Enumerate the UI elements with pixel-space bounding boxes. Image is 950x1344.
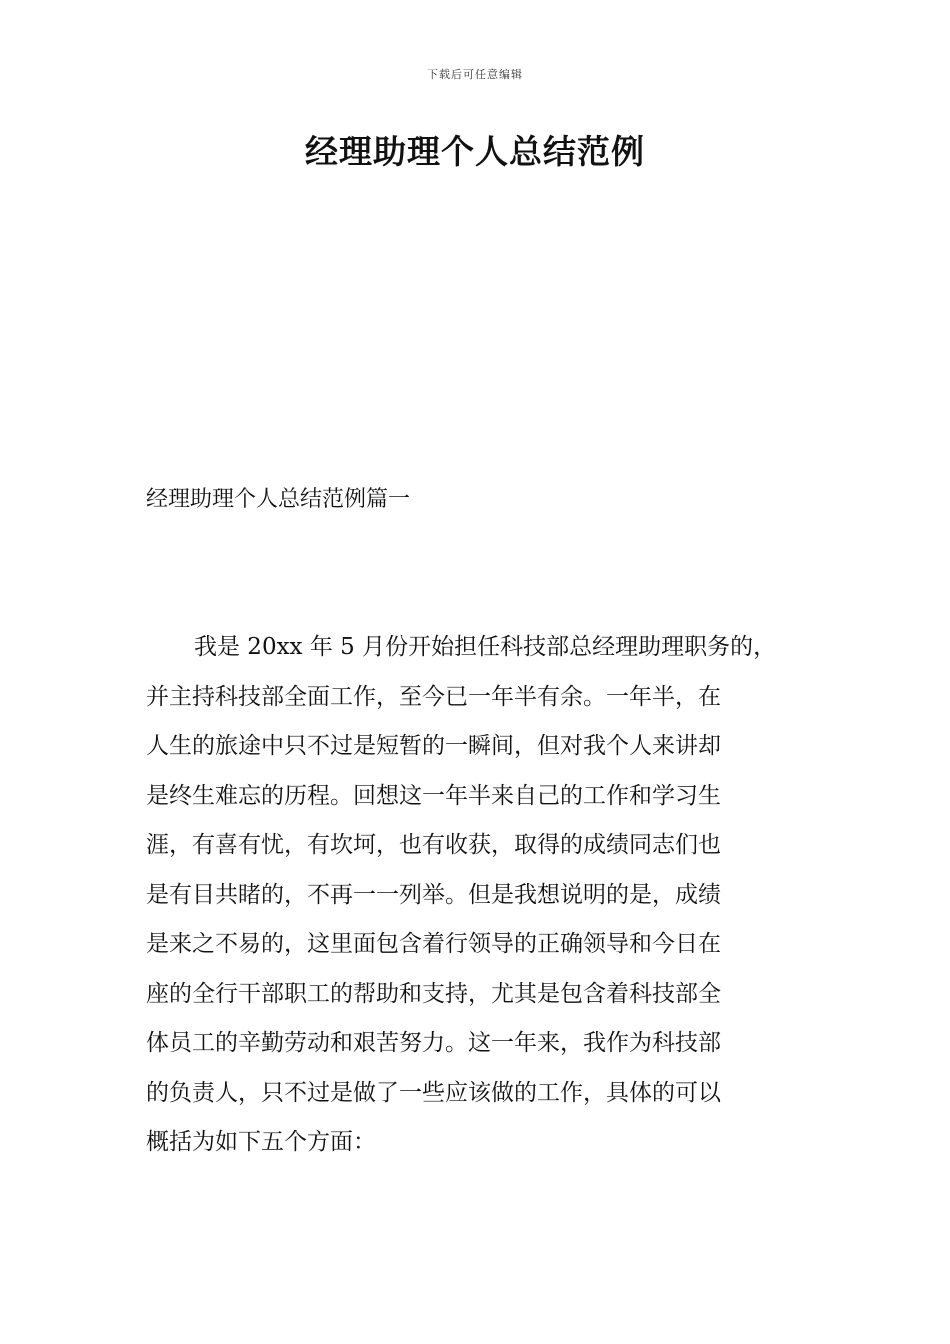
paragraph-line: 我是 20xx 年 5 月份开始担任科技部总经理助理职务的， <box>194 634 777 660</box>
paragraph-line: 是终生难忘的历程。回想这一年半来自己的工作和学习生 <box>146 782 721 809</box>
paragraph-line: 涯，有喜有忧，有坎坷，也有收获，取得的成绩同志们也 <box>146 832 721 858</box>
body-paragraph <box>146 627 812 1172</box>
paragraph-line: 概括为如下五个方面： <box>146 1129 376 1155</box>
document-title: 经理助理个人总结范例 <box>305 132 645 171</box>
paragraph-line: 人生的旅途中只不过是短暂的一瞬间，但对我个人来讲却 <box>146 733 721 759</box>
paragraph-line: 是来之不易的，这里面包含着行领导的正确领导和今日在 <box>146 931 721 957</box>
header-note: 下载后可任意编辑 <box>427 68 523 81</box>
paragraph-line: 体员工的辛勤劳动和艰苦努力。这一年来，我作为科技部 <box>146 1030 721 1056</box>
paragraph-line: 是有目共睹的，不再一一列举。但是我想说明的是，成绩 <box>146 881 721 908</box>
paragraph-line: 并主持科技部全面工作，至今已一年半有余。一年半，在 <box>146 683 721 710</box>
paragraph-line: 的负责人，只不过是做了一些应该做的工作，具体的可以 <box>146 1079 721 1106</box>
paragraph-line: 座的全行干部职工的帮助和支持，尤其是包含着科技部全 <box>146 980 721 1007</box>
section-heading: 经理助理个人总结范例篇一 <box>146 487 411 512</box>
